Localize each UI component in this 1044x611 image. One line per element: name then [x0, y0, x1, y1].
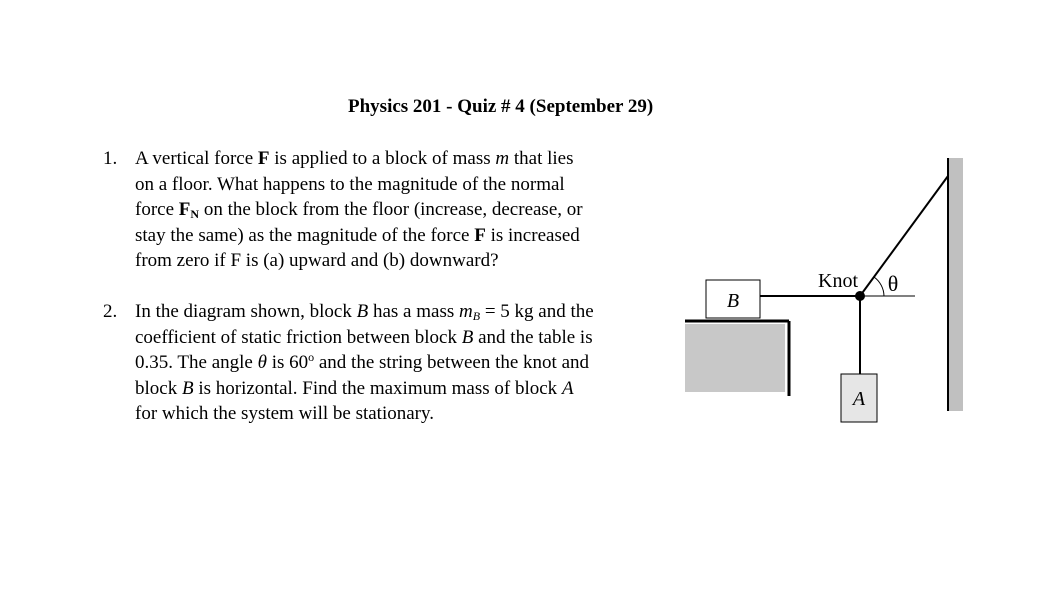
- text-run: has a mass: [368, 301, 459, 322]
- mass-symbol: m: [495, 148, 510, 169]
- table-block: [685, 324, 785, 392]
- text-run: that lies: [509, 148, 574, 169]
- block-a-label: A: [852, 388, 866, 410]
- angle-label: θ: [887, 271, 899, 296]
- degree-mark: o: [308, 350, 315, 364]
- text-run: and the table is: [473, 326, 593, 348]
- subscript: B: [472, 309, 481, 323]
- angle-arc: [874, 277, 884, 296]
- force-symbol: F: [178, 199, 191, 220]
- angle-symbol: θ: [257, 352, 267, 373]
- text-run: and the string between the knot and: [314, 352, 590, 373]
- question-2-line: for which the system will be stationary.: [135, 403, 435, 424]
- question-1-number: 1.: [103, 148, 118, 169]
- question-2-number: 2.: [103, 301, 118, 322]
- text-run: In the diagram shown, block: [135, 301, 357, 322]
- text-run: is horizontal. Find the maximum mass of block: [193, 377, 562, 399]
- quiz-title: Physics 201 - Quiz # 4 (September 29): [348, 96, 654, 117]
- block-symbol: A: [561, 377, 574, 399]
- force-symbol: F: [474, 224, 486, 246]
- block-symbol: B: [181, 377, 194, 399]
- text-run: on the block from the floor (increase, decrease, or: [199, 199, 583, 220]
- question-1-line: from zero if F is (a) upward and (b) downward?: [135, 250, 499, 271]
- mass-symbol: m: [459, 301, 473, 322]
- text-run: 0.35. The angle: [135, 352, 258, 373]
- wall: [949, 158, 963, 411]
- text-run: stay the same) as the magnitude of the force: [135, 224, 475, 246]
- text-run: block: [135, 377, 182, 399]
- text-run: = 5 kg and the: [480, 301, 594, 322]
- text-run: coefficient of static friction between block: [135, 326, 462, 348]
- text-run: is applied to a block of mass: [269, 148, 496, 169]
- text-run: force: [135, 199, 179, 220]
- string-angled: [860, 176, 948, 296]
- question-1-line: on a floor. What happens to the magnitude of the normal: [135, 173, 565, 195]
- text-run: is 60: [266, 352, 309, 373]
- block-symbol: B: [461, 326, 474, 348]
- subscript: N: [190, 207, 200, 221]
- force-symbol: F: [257, 148, 270, 169]
- knot-label: Knot: [818, 270, 858, 292]
- block-symbol: B: [356, 301, 369, 322]
- knot: [855, 291, 865, 301]
- text-run: A vertical force: [135, 148, 258, 169]
- block-b-label: B: [726, 290, 740, 312]
- text-run: is increased: [485, 224, 580, 246]
